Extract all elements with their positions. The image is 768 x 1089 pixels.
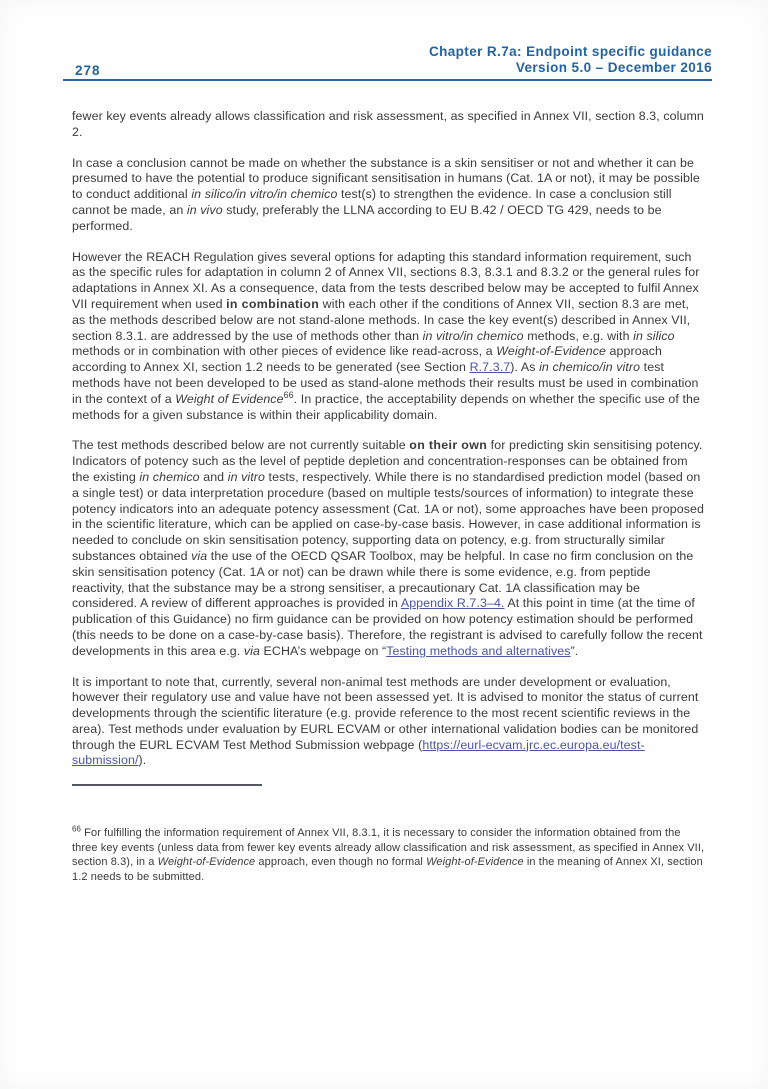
paragraph-non-animal-methods: It is important to note that, currently, several non-animal test methods are under development or evaluation, however their regulatory use and value have not been assessed yet. It is advised to monitor the status of current developments through the scientific literature (e.g. provide reference to the most recent scientific reviews in the area). Test methods under evaluation by EURL ECVAM or other international validation bodies can be monitored through the EURL ECVAM Test Method Submission webpage (https://eurl-ecvam.jrc.ec.europa.eu/test-submission/).: [72, 674, 699, 768]
paragraph-conclusion: In case a conclusion cannot be made on whether the substance is a skin sensitiser or not and whether it can be presumed to have the potential to produce significant sensitisation in humans (Cat. 1A or not), it may be possible to conduct additional in silico/in vitro/in chemico test(s) to strengthen the evidence. In case a conclusion still cannot be made, an in vivo study, preferably the LLNA according to EU B.42 / OECD TG 429, needs to be performed.: [72, 155, 700, 233]
link-eurl-ecvam-submission[interactable]: https://eurl-ecvam.jrc.ec.europa.eu/test-submission/: [72, 737, 645, 768]
link-section-r7-3-7[interactable]: R.7.3.7: [469, 360, 511, 375]
paragraph-carryover: fewer key events already allows classification and risk assessment, as specified in Annex VII, section 8.3, column 2.: [72, 109, 704, 139]
header-version: Version 5.0 – December 2016: [515, 60, 712, 75]
document-body: [72, 109, 704, 769]
footnote: $^{66}$ For fulfilling the information requirement of Annex VII, 8.3.1, it is necessary to consider the information obtained from the three key events (unless data from fewer key events already allow classification and risk assessment, as specified in Annex VII, section 8.3), in a Weight-of-Evidence approach, even though no formal Weight-of-Evidence in the meaning of Annex XI, section 1.2 needs to be submitted.: [72, 824, 705, 884]
footnote-separator: [72, 784, 262, 786]
page-header: [63, 44, 712, 81]
link-testing-methods-alternatives[interactable]: Testing methods and alternatives: [386, 643, 571, 658]
header-title-block: [63, 44, 712, 76]
footnote-number-66: 66: [72, 824, 81, 834]
header-chapter-title: Chapter R.7a: Endpoint specific guidance: [428, 44, 712, 59]
paragraph-reach-adaptations: However the REACH Regulation gives several options for adapting this standard information requirement, such as the specific rules for adaptation in column 2 of Annex VII, sections 8.3, 8.3.1 and 8.3.2 or the general rules for adaptations in Annex XI. As a consequence, data from the tests described below may be accepted to fulfil Annex VII requirement when used in combination with each other if the conditions of Annex VII, section 8.3 are met, as the methods described below are not stand-alone methods. In case the key event(s) described in Annex VII, section 8.3.1. are addressed by the use of methods other than in vitro/in chemico methods, e.g. with in silico methods or in combination with other pieces of evidence like read-across, a Weight-of-Evidence approach according to Annex XI, section 1.2 needs to be generated (see Section R.7.3.7). As in chemico/in vitro test methods have not been developed to be used as stand-alone methods their results must be used in combination in the context of a Weight of Evidence$^{66}$. In practice, the acceptability depends on whether the specific use of the methods for a given substance is within their applicability domain.: [72, 249, 701, 422]
paragraph-potency: The test methods described below are not currently suitable on their own for predicting skin sensitising potency. Indicators of potency such as the level of peptide depletion and concentration-responses can be obtained from the existing in chemico and in vitro tests, respectively. While there is no standardised prediction model (based on a single test) or data interpretation procedure (based on multiple tests/sources of information) to integrate these potency indicators into an adequate potency assessment (Cat. 1A or not), some approaches have been proposed in the scientific literature, which can be applied on case-by-case basis. However, in case additional information is needed to conclude on skin sensitisation potency, supporting data on potency, e.g. from structurally similar substances obtained via the use of the OECD QSAR Toolbox, may be helpful. In case no firm conclusion on the skin sensitisation potency (Cat. 1A or not) can be drawn while there is some evidence, e.g. from peptide reactivity, that the substance may be a strong sensitiser, a precautionary Cat. 1A classification may be considered. A review of different approaches is provided in Appendix R.7.3–4. At this point in time (at the time of publication of this Guidance) no firm guidance can be provided on how potency estimation should be performed (this needs to be done on a case-by-case basis). Therefore, the registrant is advised to carefully follow the recent developments in this area e.g. via ECHA’s webpage on “Testing methods and alternatives”.: [72, 438, 704, 658]
footnote-ref-66: 66: [283, 389, 294, 400]
page-number: 278: [75, 63, 101, 78]
link-appendix-r7-3-4[interactable]: Appendix R.7.3–4.: [400, 596, 505, 611]
